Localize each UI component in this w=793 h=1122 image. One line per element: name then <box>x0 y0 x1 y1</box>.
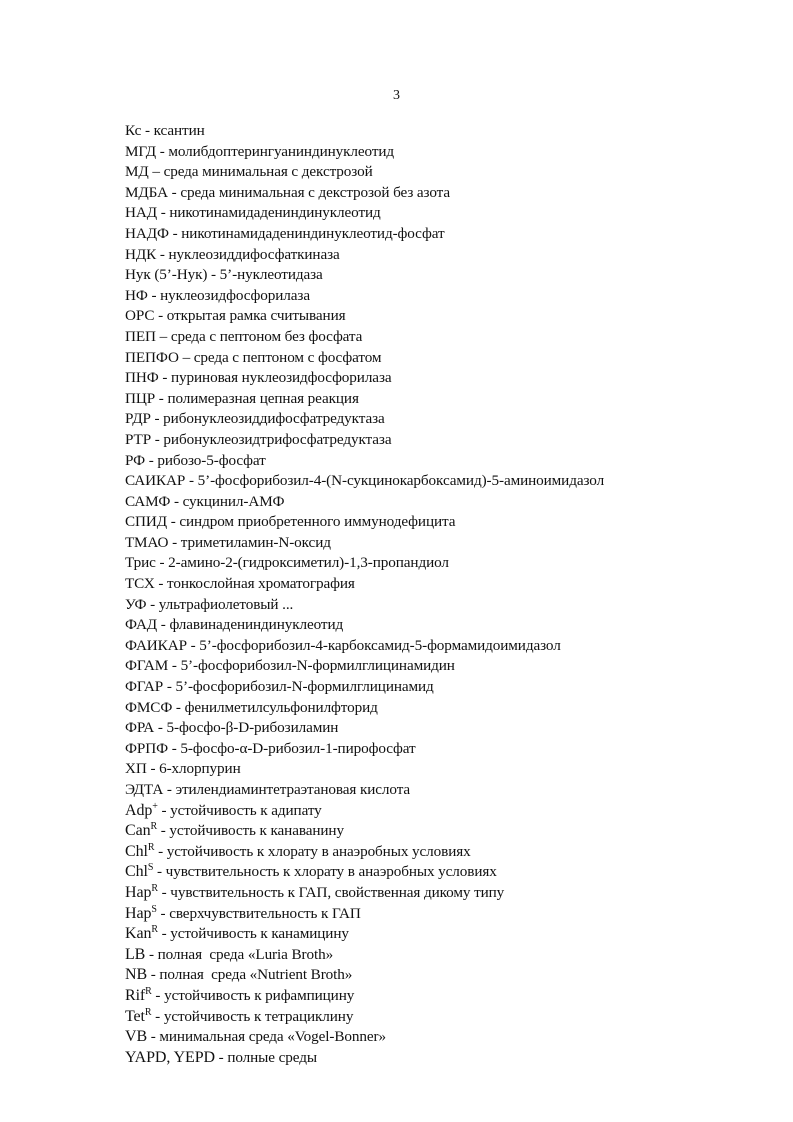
abbreviation-term: Kan <box>125 925 152 943</box>
abbreviation-term: ФАД <box>125 616 158 634</box>
abbreviation-term: ПНФ <box>125 369 159 387</box>
abbreviation-term: УФ <box>125 595 147 613</box>
abbreviation-superscript: R <box>144 1006 152 1018</box>
abbreviation-entry <box>125 986 604 1007</box>
abbreviation-entry <box>125 1027 604 1048</box>
abbreviation-term: МДБА <box>125 183 168 201</box>
abbreviation-superscript: R <box>150 821 158 833</box>
abbreviation-definition: среда минимальная с декстрозой без азота <box>180 183 451 201</box>
abbreviation-definition: рибозо-5-фосфат <box>157 451 266 469</box>
abbreviation-entry <box>125 389 604 410</box>
abbreviation-separator: - <box>156 245 169 263</box>
abbreviation-entry <box>125 965 604 986</box>
abbreviation-entry <box>125 574 604 595</box>
abbreviation-superscript: S <box>147 862 154 874</box>
abbreviation-superscript: R <box>147 841 155 853</box>
abbreviation-entry <box>125 1048 604 1069</box>
abbreviation-separator: - <box>151 430 164 448</box>
abbreviation-definition: ксантин <box>153 122 205 139</box>
abbreviation-definition: тонкослойная хроматография <box>167 575 355 593</box>
abbreviation-definition: минимальная среда «Vogel-Bonner» <box>159 1028 386 1046</box>
abbreviation-term: ХП <box>125 760 147 778</box>
abbreviation-definition: 2-амино-2-(гидроксиметил)-1,3-пропандиол <box>168 554 449 572</box>
abbreviation-separator: - <box>150 410 164 428</box>
abbreviation-term: Hap <box>125 883 152 901</box>
abbreviation-term: Tet <box>125 1007 145 1025</box>
abbreviation-definition: устойчивость к адипату <box>170 801 322 819</box>
abbreviation-term: ПЕП <box>125 327 156 345</box>
abbreviation-separator: - <box>168 657 181 675</box>
abbreviation-definition: этилендиаминтетраэтановая кислота <box>175 781 411 798</box>
abbreviation-definition: триметиламин-N-оксид <box>180 533 331 551</box>
abbreviation-definition: нуклеозиддифосфаткиназа <box>168 245 340 263</box>
abbreviation-separator: - <box>156 142 169 160</box>
abbreviation-term: ФГАМ <box>125 657 169 675</box>
abbreviation-definition: 5’-фосфорибозил-N-формилглицинамидин <box>180 657 455 675</box>
abbreviation-definition: 5’-нуклеотидаза <box>219 266 323 284</box>
abbreviation-list <box>125 121 604 1068</box>
abbreviation-definition: фенилметилсульфонилфторид <box>184 698 378 716</box>
abbreviation-definition: полная среда «Luria Broth» <box>157 945 334 963</box>
abbreviation-entry <box>125 677 604 698</box>
abbreviation-term: ПЕПФО <box>125 348 179 366</box>
abbreviation-separator: - <box>141 122 154 139</box>
abbreviation-definition: сверхчувствительность к ГАП <box>169 904 361 922</box>
abbreviation-entry <box>125 224 604 245</box>
abbreviation-entry <box>125 739 604 760</box>
abbreviation-entry <box>125 245 604 266</box>
abbreviation-definition: полная среда «Nutrient Broth» <box>159 966 353 984</box>
abbreviation-definition: синдром приобретенного иммунодефицита <box>179 513 456 531</box>
abbreviation-separator: - <box>186 636 200 654</box>
abbreviation-entry <box>125 368 604 389</box>
abbreviation-definition: 6-хлорпурин <box>159 760 241 778</box>
abbreviation-superscript: R <box>151 924 158 936</box>
abbreviation-definition: рибонуклеозиддифосфатредуктаза <box>163 410 385 428</box>
abbreviation-separator: - <box>154 575 168 593</box>
abbreviation-entry <box>125 904 604 925</box>
abbreviation-separator: - <box>168 224 182 242</box>
abbreviation-entry <box>125 286 604 307</box>
abbreviation-entry <box>125 142 604 163</box>
abbreviation-definition: устойчивость к рифампицину <box>164 986 355 1004</box>
abbreviation-term: LB <box>125 945 146 963</box>
abbreviation-definition: 5’-фосфорибозил-N-формилглицинамид <box>175 678 434 696</box>
abbreviation-term: СПИД <box>125 513 168 531</box>
abbreviation-separator: - <box>147 1028 160 1046</box>
abbreviation-term: Трис <box>125 554 156 572</box>
abbreviation-separator: - <box>145 451 158 469</box>
abbreviation-term: НАД <box>125 204 157 222</box>
abbreviation-term: Rif <box>125 986 146 1004</box>
abbreviation-definition: чувствительность к ГАП, свойственная дикому типу <box>170 883 505 901</box>
abbreviation-entry <box>125 327 604 348</box>
abbreviation-separator: – <box>148 163 164 181</box>
abbreviation-entry <box>125 924 604 945</box>
abbreviation-term: Нук (5’-Нук) <box>125 266 208 284</box>
abbreviation-separator: - <box>157 616 170 634</box>
abbreviation-separator: - <box>172 698 185 716</box>
abbreviation-separator: - <box>167 513 180 531</box>
abbreviation-term: Can <box>125 822 151 840</box>
abbreviation-definition: пуриновая нуклеозидфосфорилаза <box>171 369 392 387</box>
abbreviation-separator: - <box>157 822 170 840</box>
abbreviation-term: МД <box>125 163 149 181</box>
abbreviation-entry <box>125 1007 604 1028</box>
abbreviation-definition: среда с пептоном с фосфатом <box>193 348 382 366</box>
abbreviation-definition: никотинамидадениндинуклеотид-фосфат <box>181 224 445 242</box>
abbreviation-definition: ультрафиолетовый ... <box>158 595 294 613</box>
abbreviation-separator: - <box>154 842 167 860</box>
abbreviation-definition: рибонуклеозидтрифосфатредуктаза <box>163 430 392 448</box>
abbreviation-entry <box>125 945 604 966</box>
abbreviation-entry <box>125 780 604 801</box>
abbreviation-term: ОРС <box>125 307 155 325</box>
abbreviation-definition: полные среды <box>227 1048 317 1066</box>
abbreviation-separator: - <box>157 925 171 943</box>
abbreviation-separator: - <box>185 472 198 490</box>
abbreviation-separator: - <box>146 760 160 778</box>
abbreviation-entry <box>125 471 604 492</box>
abbreviation-definition: 5’-фосфорибозил-4-карбоксамид-5-формамидоимидазол <box>199 636 561 654</box>
abbreviation-term: ТСХ <box>125 575 155 593</box>
abbreviation-superscript: R <box>145 985 152 997</box>
abbreviation-entry <box>125 430 604 451</box>
abbreviation-term: VB <box>125 1028 148 1046</box>
abbreviation-definition: 5’-фосфорибозил-4-(N-сукцинокарбоксамид)-5-аминоимидазол <box>197 472 605 490</box>
abbreviation-entry <box>125 492 604 513</box>
abbreviation-entry <box>125 121 604 142</box>
abbreviation-term: ФРА <box>125 719 155 737</box>
abbreviation-term: ТМАО <box>125 533 169 551</box>
abbreviation-entry <box>125 265 604 286</box>
abbreviation-separator: - <box>154 719 167 737</box>
abbreviation-separator: - <box>170 492 183 510</box>
abbreviation-separator: - <box>214 1048 228 1066</box>
abbreviation-term: НФ <box>125 286 148 304</box>
abbreviation-separator: - <box>158 369 171 387</box>
abbreviation-definition: флавинадениндинуклеотид <box>169 616 344 634</box>
abbreviation-entry <box>125 656 604 677</box>
abbreviation-entry <box>125 595 604 616</box>
abbreviation-superscript: S <box>151 903 157 915</box>
abbreviation-entry <box>125 306 604 327</box>
abbreviation-definition: чувствительность к хлорату в анаэробных условиях <box>165 863 497 881</box>
abbreviation-term: NB <box>125 966 148 984</box>
abbreviation-term: НАДФ <box>125 224 169 242</box>
abbreviation-entry <box>125 821 604 842</box>
abbreviation-separator: - <box>155 389 168 407</box>
abbreviation-separator: - <box>145 945 158 963</box>
abbreviation-entry <box>125 862 604 883</box>
abbreviation-separator: - <box>151 986 165 1004</box>
abbreviation-definition: открытая рамка считывания <box>166 307 346 325</box>
abbreviation-term: Adp <box>125 801 153 819</box>
abbreviation-superscript: + <box>152 800 158 812</box>
abbreviation-superscript: R <box>151 882 158 894</box>
abbreviation-term: САМФ <box>125 492 171 510</box>
abbreviation-separator: - <box>153 863 166 881</box>
abbreviation-separator: - <box>157 801 171 819</box>
abbreviation-definition: полимеразная цепная реакция <box>167 389 359 407</box>
abbreviation-term: МГД <box>125 142 157 160</box>
abbreviation-term: ФАИКАР <box>125 636 187 654</box>
abbreviation-definition: 5-фосфо-β-D-рибозиламин <box>166 719 339 737</box>
abbreviation-definition: сукцинил-АМФ <box>182 492 285 510</box>
abbreviation-entry <box>125 553 604 574</box>
abbreviation-definition: устойчивость к канамицину <box>170 925 349 943</box>
abbreviation-separator: - <box>168 533 181 551</box>
abbreviation-separator: - <box>155 554 169 572</box>
abbreviation-definition: нуклеозидфосфорилаза <box>160 286 310 304</box>
abbreviation-term: ФГАР <box>125 678 164 696</box>
abbreviation-term: ФРПФ <box>125 739 169 757</box>
abbreviation-definition: среда минимальная с декстрозой <box>163 163 373 181</box>
abbreviation-term: Hap <box>125 904 152 922</box>
abbreviation-separator: – <box>155 327 171 345</box>
abbreviation-separator: - <box>163 781 176 798</box>
abbreviation-entry <box>125 759 604 780</box>
abbreviation-term: САИКАР <box>125 472 186 490</box>
abbreviation-entry <box>125 636 604 657</box>
abbreviation-entry <box>125 533 604 554</box>
abbreviation-term: Chl <box>125 842 148 860</box>
abbreviation-entry <box>125 615 604 636</box>
abbreviation-separator: - <box>157 204 170 222</box>
abbreviation-definition: никотинамидадениндинуклеотид <box>169 204 381 222</box>
abbreviation-separator: - <box>151 1007 164 1025</box>
abbreviation-definition: устойчивость к хлорату в анаэробных условиях <box>166 842 471 860</box>
abbreviation-entry <box>125 801 604 822</box>
abbreviation-entry <box>125 348 604 369</box>
abbreviation-entry <box>125 698 604 719</box>
abbreviation-definition: устойчивость к канаванину <box>169 822 344 840</box>
abbreviation-definition: молибдоптерингуаниндинуклеотид <box>168 142 395 160</box>
abbreviation-entry <box>125 183 604 204</box>
abbreviation-separator: - <box>147 286 161 304</box>
abbreviation-term: Кс <box>125 122 142 139</box>
abbreviation-separator: - <box>207 266 220 284</box>
abbreviation-separator: - <box>157 883 171 901</box>
abbreviation-entry <box>125 451 604 472</box>
abbreviation-separator: - <box>147 966 160 984</box>
abbreviation-entry <box>125 162 604 183</box>
abbreviation-term: РДР <box>125 410 151 428</box>
abbreviation-entry <box>125 409 604 430</box>
abbreviation-entry <box>125 842 604 863</box>
abbreviation-term: РФ <box>125 451 145 469</box>
abbreviation-separator: – <box>178 348 194 366</box>
abbreviation-entry <box>125 203 604 224</box>
abbreviation-separator: - <box>154 307 167 325</box>
abbreviation-term: ЭДТА <box>125 781 164 798</box>
abbreviation-term: YAPD, YEPD <box>125 1048 215 1066</box>
abbreviation-separator: - <box>146 595 159 613</box>
abbreviation-entry <box>125 883 604 904</box>
abbreviation-separator: - <box>168 739 181 757</box>
abbreviation-term: ПЦР <box>125 389 156 407</box>
abbreviation-term: Chl <box>125 863 148 881</box>
abbreviation-definition: 5-фосфо-α-D-рибозил-1-пирофосфат <box>180 739 416 757</box>
abbreviation-entry <box>125 718 604 739</box>
abbreviation-term: ФМСФ <box>125 698 173 716</box>
abbreviation-separator: - <box>167 183 181 201</box>
abbreviation-definition: устойчивость к тетрациклину <box>163 1007 354 1025</box>
abbreviation-separator: - <box>163 678 176 696</box>
abbreviation-entry <box>125 512 604 533</box>
abbreviation-term: НДК <box>125 245 157 263</box>
abbreviation-separator: - <box>156 904 170 922</box>
page-number: 3 <box>393 88 400 103</box>
abbreviation-definition: среда с пептоном без фосфата <box>170 327 363 345</box>
abbreviation-term: РТР <box>125 430 152 448</box>
